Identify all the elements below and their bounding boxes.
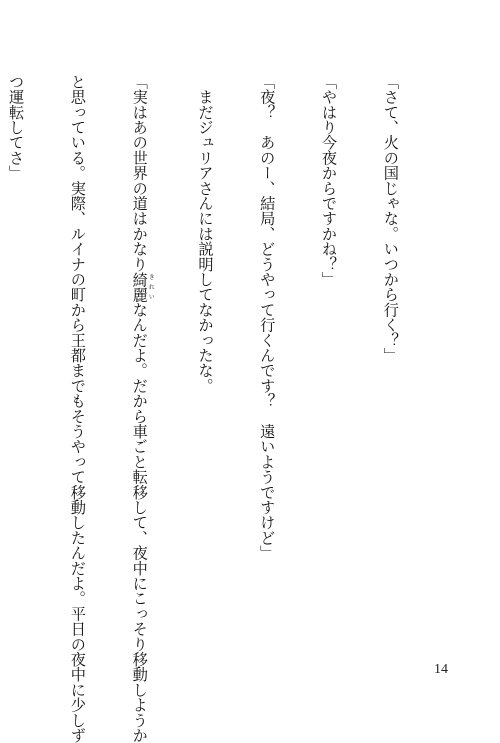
text-line: と思っている。実際、ルイナの町から王都までもそうやって移動したんだよ。平日の夜中に少しず — [68, 74, 87, 743]
page-number: 14 — [434, 662, 448, 677]
text-line: 「やはり今夜からですかね？」 — [320, 74, 339, 287]
text-line: 「さて、火の国じゃな。いつから行く？」 — [381, 74, 400, 363]
text-line: まだジュリアさんには説明してなかったな。 — [196, 74, 215, 394]
text-line: 「夜？ あのー、結局、どうやって行くんです？ 遠いようですけど」 — [258, 74, 277, 561]
text-line: つ運転してさ」 — [7, 74, 26, 181]
text-line: 「実はあの世界の道はかなり綺麗きれいなんだよ。だから車ごと転移して、夜中にこっそり移動しようか — [130, 74, 155, 743]
furigana: 綺麗きれい — [130, 271, 155, 303]
